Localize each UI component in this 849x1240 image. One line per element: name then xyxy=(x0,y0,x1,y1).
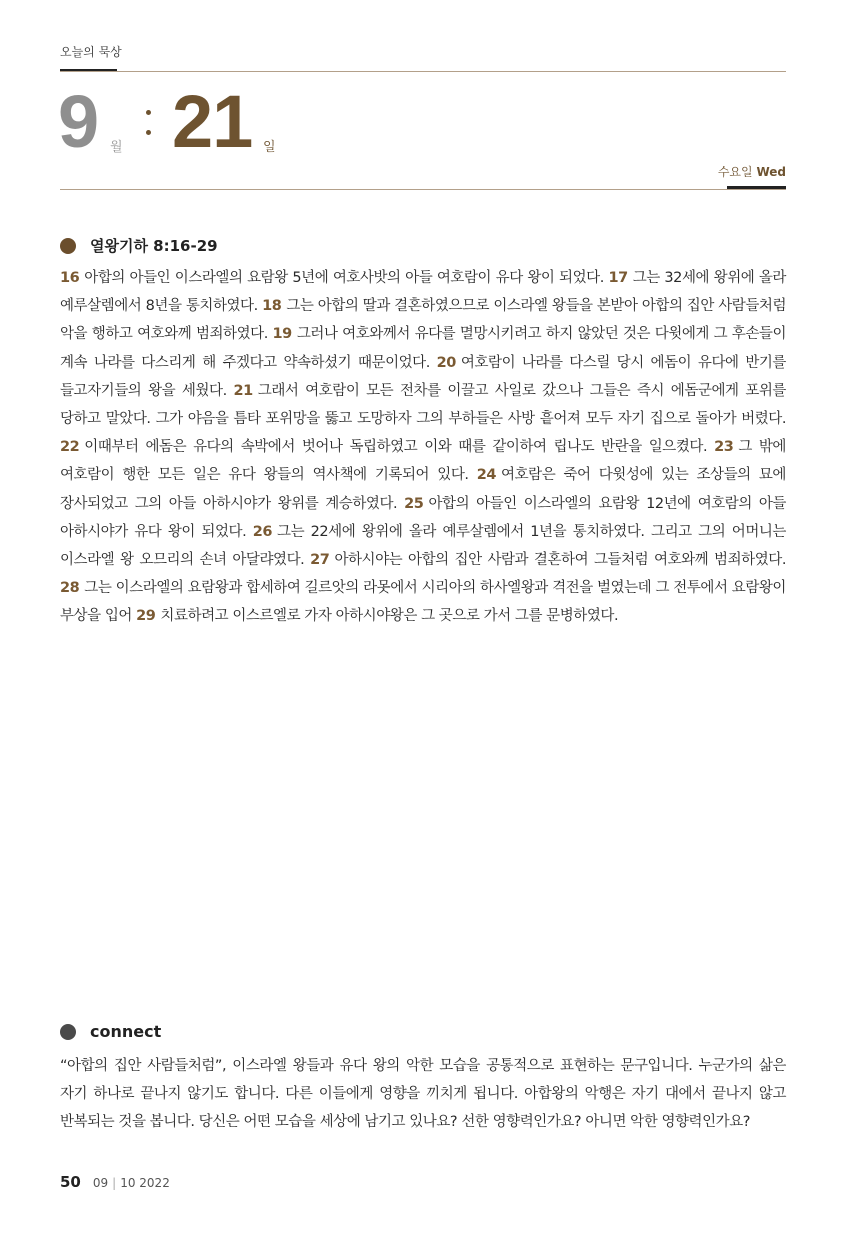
verse-number: 21 xyxy=(233,382,253,399)
verse-text: 이때부터 에돔은 유다의 속박에서 벗어나 독립하였고 이와 때를 같이하여 립나도 반란을 일으켰다. xyxy=(84,439,708,456)
verse-text: 그 밖에 여호람이 행한 모든 일은 유다 왕들의 역사책에 기록되어 있다. xyxy=(60,439,786,484)
date-separator xyxy=(145,103,153,143)
verse-number: 16 xyxy=(60,270,80,286)
section-label: 오늘의 묵상 xyxy=(60,45,122,59)
weekday xyxy=(718,163,786,180)
verse-text: 아하시야는 아합의 집안 사람과 결혼하여 그들처럼 여호와께 범죄하였다. xyxy=(334,552,786,569)
verse-number: 25 xyxy=(404,495,424,512)
date-month-unit: 월 xyxy=(110,140,123,155)
verse-number: 17 xyxy=(608,270,628,286)
issue-month: 09 xyxy=(92,1176,109,1190)
scripture-bullet-icon xyxy=(60,238,76,254)
top-divider xyxy=(60,71,786,72)
date-day-unit: 일 xyxy=(263,140,276,155)
verse-number: 20 xyxy=(436,354,456,371)
issue-separator: | xyxy=(112,1176,117,1190)
verse-text: 그러나 여호와께서 유다를 멸망시키려고 하지 않았던 것은 다윗에게 그 후손들이 계속 나라를 다스리게 해 주겠다고 약속하셨기 때문이었다. xyxy=(60,326,786,371)
scripture-heading xyxy=(60,235,218,256)
connect-title: connect xyxy=(90,1022,162,1041)
date-day: 21 xyxy=(172,80,253,163)
connect-text: “아합의 집안 사람들처럼”, 이스라엘 왕들과 유다 왕의 악한 모습을 공통적으로 표현하는 문구입니다. 누군가의 삶은 자기 하나로 끝나지 않기도 합니다. 다른 이들에게 영향을 끼치게 됩니다. 아합왕의 악행은 자기 대에서 끝나지 않고 반복되는 것을 봅니다. 당신은 어떤 모습을 세상에 남기고 있나요? 선한 영향력인가요? 아니면 악한 영향력인가요? xyxy=(60,1058,786,1131)
verse-number: 19 xyxy=(272,326,292,343)
verse-text: 그는 이스라엘의 요람왕과 합세하여 길르앗의 라못에서 시리아의 하사엘왕과 격전을 벌였는데 그 전투에서 요람왕이 부상을 입어 xyxy=(60,580,786,625)
verse-text: 아합의 아들인 이스라엘의 요람왕 12년에 여호람의 아들 아하시야가 유다 왕이 되었다. xyxy=(60,495,786,540)
scripture-reference: 열왕기하 8:16-29 xyxy=(90,237,218,255)
connect-heading xyxy=(60,1022,161,1041)
verse-text: 그는 아합의 딸과 결혼하였으므로 이스라엘 왕들을 본받아 아합의 집안 사람들처럼 악을 행하고 여호와께 범죄하였다. xyxy=(60,298,786,343)
weekday-english: Wed xyxy=(756,165,786,179)
verse-number: 18 xyxy=(262,298,282,315)
header-bottom-divider xyxy=(60,189,786,190)
verse-number: 24 xyxy=(476,467,497,484)
issue-date: 10 2022 xyxy=(120,1176,170,1190)
verse-text: 그는 22세에 왕위에 올라 예루살렘에서 1년을 통치하였다. 그리고 그의 어머니는 이스라엘 왕 오므리의 손녀 아달랴였다. xyxy=(60,523,786,569)
verse-number: 23 xyxy=(714,439,734,456)
date-month: 9 xyxy=(58,80,99,163)
verse-number: 27 xyxy=(310,552,330,569)
verse-text: 여호람이 나라를 다스릴 당시 에돔이 유다에 반기를 들고자기들의 왕을 세웠다. xyxy=(60,354,786,399)
page-number: 50 xyxy=(60,1173,81,1191)
verse-number: 28 xyxy=(60,580,80,597)
verse-text: 여호람은 죽어 다윗성에 있는 조상들의 묘에 장사되었고 그의 아들 아하시야가 왕위를 계승하였다. xyxy=(60,467,786,512)
verse-number: 26 xyxy=(252,523,273,540)
verse-text: 그래서 여호람이 모든 전차를 이끌고 사일로 갔으나 그들은 즉시 에돔군에게 포위를 당하고 말았다. 그가 야음을 틈타 포위망을 뚫고 도망하자 그의 부하들은 사방 흩어져 모두 자기 집으로 돌아가 버렸다. xyxy=(60,382,786,428)
connect-bullet-icon xyxy=(60,1024,76,1040)
issue-info xyxy=(93,1176,170,1190)
verse-number: 22 xyxy=(60,439,80,456)
weekday-korean: 수요일 xyxy=(717,165,753,179)
verse-number: 29 xyxy=(136,608,156,625)
scripture-passage xyxy=(60,264,786,631)
verse-text: 치료하려고 이스르엘로 가자 아하시야왕은 그 곳으로 가서 그를 문병하였다. xyxy=(160,608,619,625)
page-footer xyxy=(60,1173,170,1191)
verse-text: 그는 32세에 왕위에 올라 예루살렘에서 8년을 통치하였다. xyxy=(60,270,786,315)
verse-text: 아합의 아들인 이스라엘의 요람왕 5년에 여호사밧의 아들 여호람이 유다 왕이 되었다. xyxy=(84,270,604,286)
